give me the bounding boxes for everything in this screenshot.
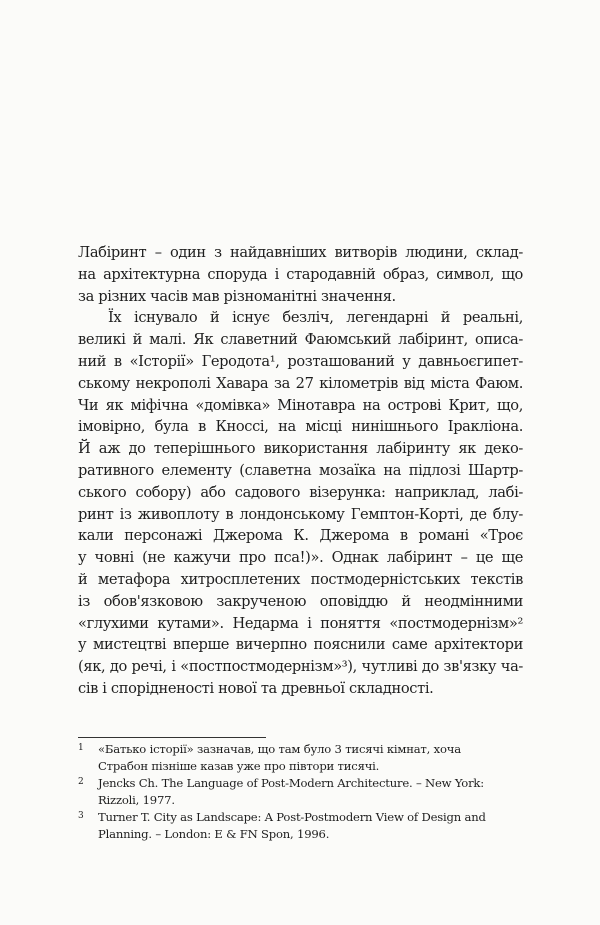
footnote-number: 2: [78, 777, 84, 787]
footnote-line: Turner T. City as Landscape: A Post-Postmodern View of Design and: [98, 810, 486, 824]
text-line: ративного елементу (славетна мозаїка на підлозі Шартр-: [78, 461, 523, 479]
text-line: Й аж до теперішнього використання лабіринту як деко-: [78, 440, 523, 458]
footnote: [78, 809, 523, 843]
text-line: Лабіринт – один з найдавніших витворів людини, склад-: [78, 244, 523, 261]
footnote-text: [98, 775, 523, 809]
text-line: ського собору) або садового візерунка: наприклад, лабі-: [78, 483, 523, 501]
footnotes: [78, 741, 523, 843]
text-line: ний в «Історії» Геродота¹, розташований у давньоєгипет-: [78, 352, 523, 370]
footnote-number: 1: [78, 743, 84, 753]
text-line: ському некрополі Хавара за 27 кілометрів від міста Фаюм.: [78, 374, 523, 392]
main-text: [78, 242, 523, 700]
footnote-line: Страбон пізніше казав уже про півтори тисячі.: [98, 759, 380, 773]
footnote-line: Jencks Ch. The Language of Post-Modern Architecture. – New York:: [98, 776, 484, 790]
footnote-line: Rizzoli, 1977.: [98, 793, 175, 807]
footnote-text: [98, 809, 523, 843]
footnote-line: «Батько історії» зазначав, що там було 3 тисячі кімнат, хоча: [98, 742, 461, 756]
text-line: Чи як міфічна «домівка» Мінотавра на острові Крит, що,: [78, 396, 523, 414]
paragraph: [78, 242, 523, 307]
text-line: великі й малі. Як славетний Фаюмський лабіринт, описа-: [78, 331, 523, 349]
text-line: «глухими кутами». Недарма і поняття «постмодернізм»²: [78, 614, 523, 632]
text-line: на архітектурна споруда і стародавній образ, символ, що: [78, 265, 523, 283]
footnote-number: 3: [78, 811, 84, 821]
text-line: із обов'язковою закрученою оповіддю й неодмінними: [78, 592, 523, 610]
footnote-text: [98, 741, 523, 775]
text-line: у човні (не кажучи про пса!)». Однак лабіринт – це ще: [78, 549, 523, 567]
text-line: сів і спорідненості нової та древньої складності.: [78, 679, 434, 697]
text-line: ринт із живоплоту в лондонському Гемптон-Корті, де блу-: [78, 505, 523, 523]
text-line: й метафора хитросплетених постмодерністських текстів: [78, 570, 523, 588]
footnote: [78, 775, 523, 809]
footnote-line: Planning. – London: E & FN Spon, 1996.: [98, 827, 330, 841]
text-line: за різних часів мав різноманітні значення.: [78, 287, 396, 305]
footnote: [78, 741, 523, 775]
paragraph: [78, 307, 523, 699]
text-line: у мистецтві вперше вичерпно пояснили саме архітектори: [78, 636, 523, 654]
footnote-divider: [78, 737, 266, 738]
text-line: (як, до речі, і «постпостмодернізм»³), чутливі до зв'язку ча-: [78, 658, 523, 676]
text-line: імовірно, була в Кноссі, на місці нинішнього Іракліона.: [78, 418, 523, 436]
text-line: Їх існувало й існує безліч, легендарні й реальні,: [108, 309, 523, 327]
text-line: кали персонажі Джерома К. Джерома в романі «Троє: [78, 527, 523, 545]
